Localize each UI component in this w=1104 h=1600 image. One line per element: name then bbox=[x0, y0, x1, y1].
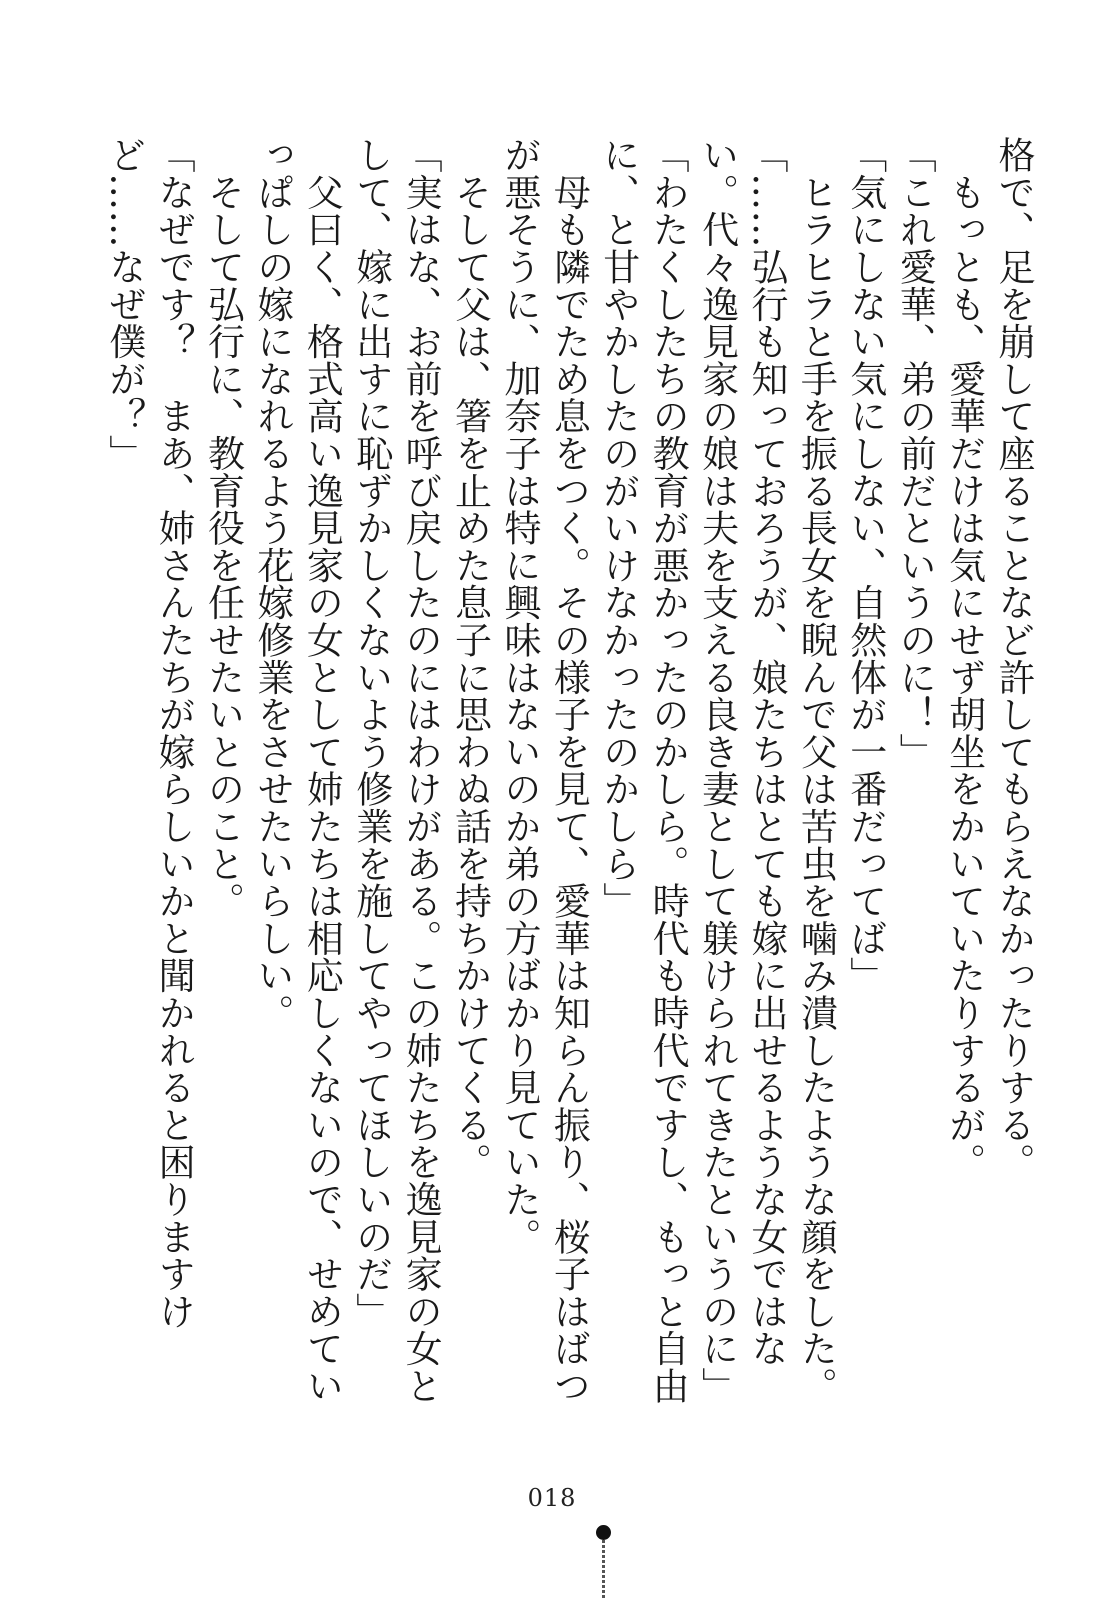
paragraph: 格で、足を崩して座ることなど許してもらえなかったりする。 bbox=[992, 136, 1035, 1181]
paragraph: そして父は、箸を止めた息子に思わぬ話を持ちかけてくる。 bbox=[448, 136, 492, 1181]
paragraph: 「これ愛華、弟の前だというのに！」 bbox=[893, 136, 937, 771]
page-number: 018 bbox=[527, 1484, 577, 1512]
paragraph: もっとも、愛華だけは気にせず胡坐をかいていたりするが。 bbox=[942, 136, 986, 1181]
paragraph: 「実はな、お前を呼び戻したのにはわけがある。この姉たちを逸見家の女として、嫁に出すに恥ずかしくないよう修業を施してやってほしいのだ」 bbox=[349, 136, 443, 1405]
paragraph: 母も隣でため息をつく。その様子を見て、愛華は知らん振り、桜子はばつが悪そうに、加奈子は特に興味はないのか弟の方ばかり見ていた。 bbox=[497, 136, 591, 1405]
paragraph: 父曰く、格式高い逸見家の女として姉たちは相応しくないので、せめていっぱしの嫁になれるよう花嫁修業をさせたいらしい。 bbox=[250, 136, 344, 1405]
paragraph: 「なぜです？ まあ、姉さんたちが嫁らしいかと聞かれると困りますけど……なぜ僕が？」 bbox=[102, 136, 196, 1330]
paragraph: そして弘行に、教育役を任せたいとのこと。 bbox=[201, 136, 245, 920]
folio-dot-icon bbox=[596, 1525, 611, 1540]
paragraph: 「気にしない気にしない、自然体が一番だってば」 bbox=[843, 136, 887, 994]
folio-line bbox=[602, 1540, 605, 1600]
paragraph: ヒラヒラと手を振る長女を睨んで父は苦虫を噛み潰したような顔をした。 bbox=[794, 136, 838, 1405]
vertical-text-body bbox=[78, 136, 1038, 1426]
paragraph: 「わたくしたちの教育が悪かったのかしら。時代も時代ですし、もっと自由に、と甘やかしたのがいけなかったのかしら」 bbox=[596, 136, 690, 1405]
paragraph: 「……弘行も知っておろうが、娘たちはとても嫁に出せるような女ではない。代々逸見家の娘は夫を支える良き妻として躾けられてきたというのに」 bbox=[695, 136, 788, 1405]
